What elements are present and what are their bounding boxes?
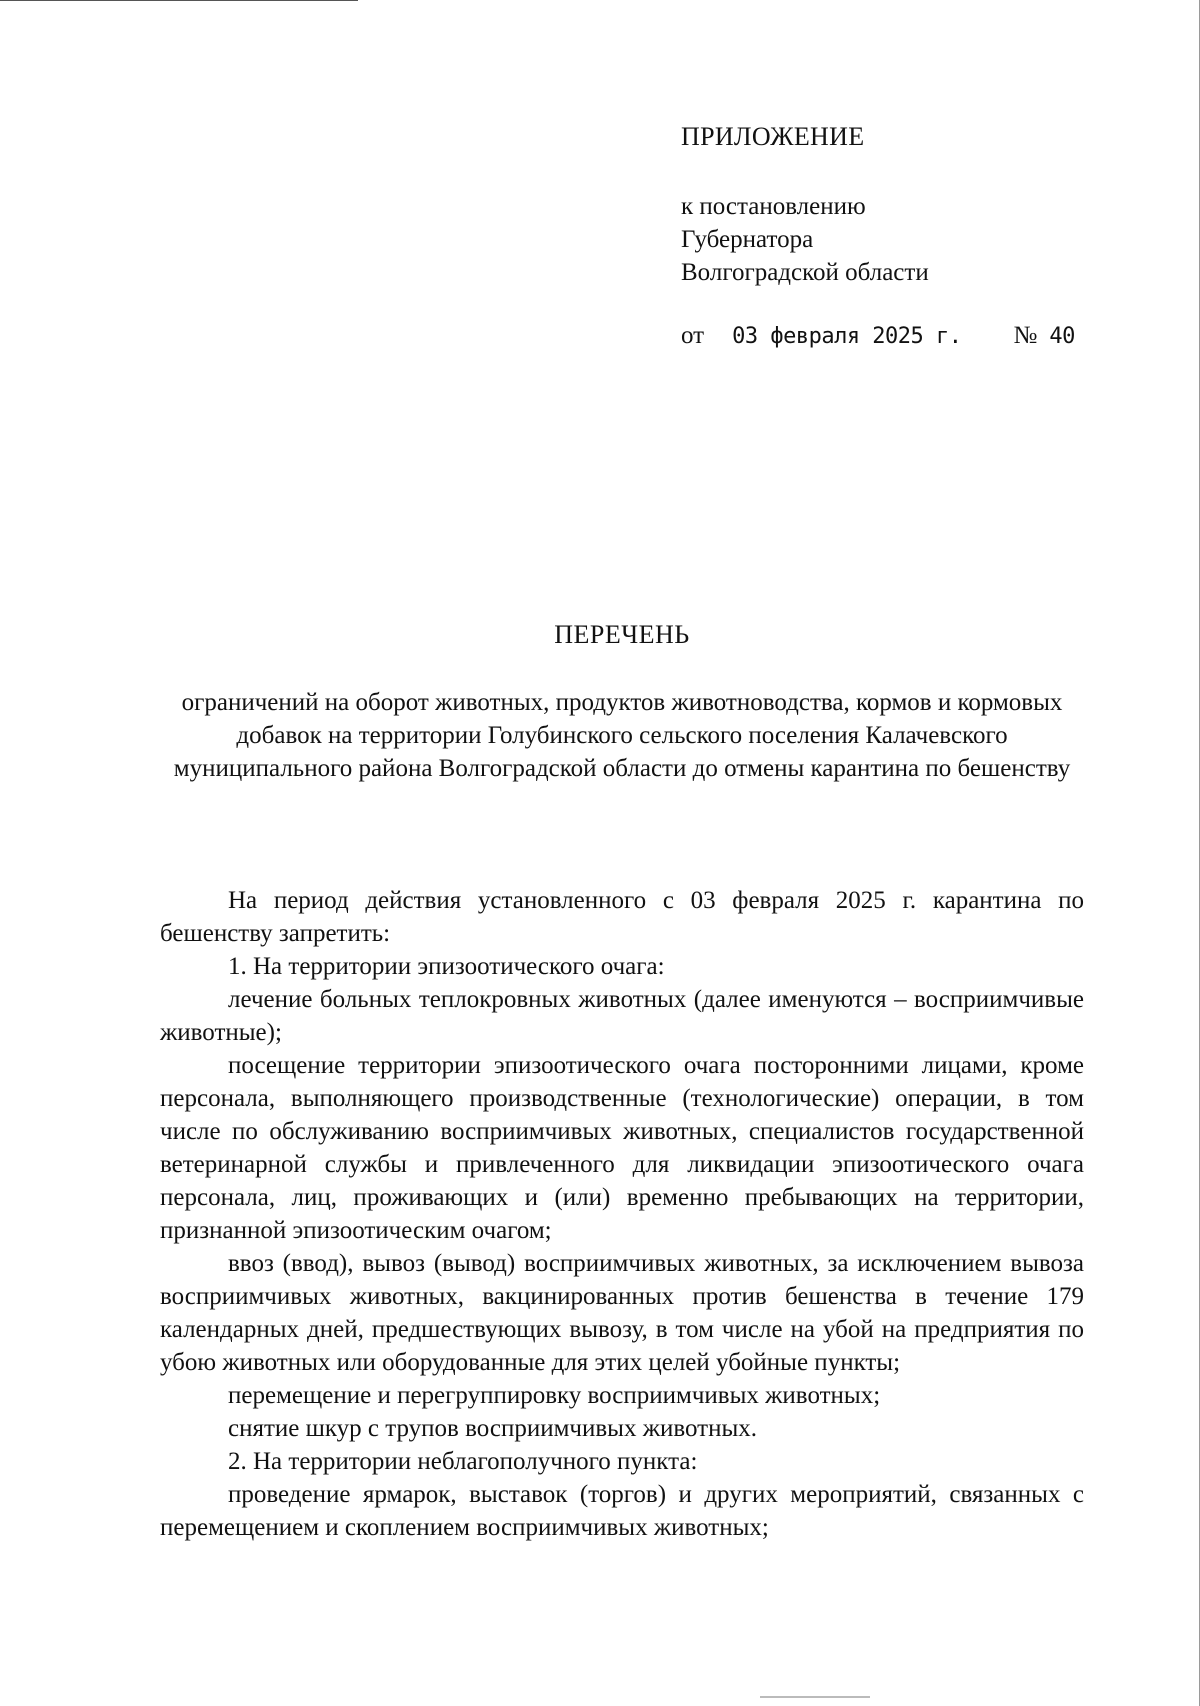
body-paragraph: 2. На территории неблагополучного пункта: [228,1448,698,1475]
appendix-line-1: к постановлению [681,193,866,220]
appendix-block [681,122,1101,289]
body-paragraph: посещение территории эпизоотического очага посторонними лицами, кроме персонала, выполняющего производственные (технологические) операции, в том числе по обслуживанию восприимчивых животных, специалистов государственной ветеринарной службы и привлеченного для ликвидации эпизоотического очага персонала, лиц, проживающих и (или) временно пребывающих на территории, признанной эпизоотическим очагом; [160,1052,1084,1244]
appendix-line-3: Волгоградской области [681,259,929,286]
decree-date: 03 февраля 2025 г. [732,324,962,349]
document-title: ПЕРЕЧЕНЬ [554,620,690,649]
body-paragraph: На период действия установленного с 03 февраля 2025 г. карантина по бешенству запретить: [160,887,1084,947]
body-paragraph: перемещение и перегруппировку восприимчивых животных; [228,1382,881,1409]
body-paragraph: 1. На территории эпизоотического очага: [228,953,665,980]
decree-number-label: № [1013,322,1038,349]
body-paragraph: лечение больных теплокровных животных (далее именуются – восприимчивые животные); [160,986,1084,1046]
scan-bottom-mark [760,1696,870,1698]
decree-date-number-line [681,322,1101,350]
decree-from-label: от [681,322,705,349]
appendix-line-2: Губернатора [681,226,814,253]
body-paragraph: проведение ярмарок, выставок (торгов) и других мероприятий, связанных с перемещением и скоплением восприимчивых животных; [160,1481,1084,1541]
document-subtitle: ограничений на оборот животных, продуктов животноводства, кормов и кормовых добавок на территории Голубинского сельского поселения Калачевского муниципального района Волгоградской области до отмены карантина по бешенству [173,689,1071,782]
appendix-title: ПРИЛОЖЕНИЕ [681,122,865,151]
scan-edge-line [0,0,358,1]
body-paragraph: ввоз (ввод), вывоз (вывод) восприимчивых животных, за исключением вывоза восприимчивых животных, вакцинированных против бешенства в течение 179 календарных дней, предшествующих вывозу, в том числе на убой на предприятия по убою животных или оборудованные для этих целей убойные пункты; [160,1250,1084,1376]
body-paragraph: снятие шкур с трупов восприимчивых животных. [228,1415,758,1442]
document-body [160,884,1084,1544]
decree-number: 40 [1049,324,1075,349]
